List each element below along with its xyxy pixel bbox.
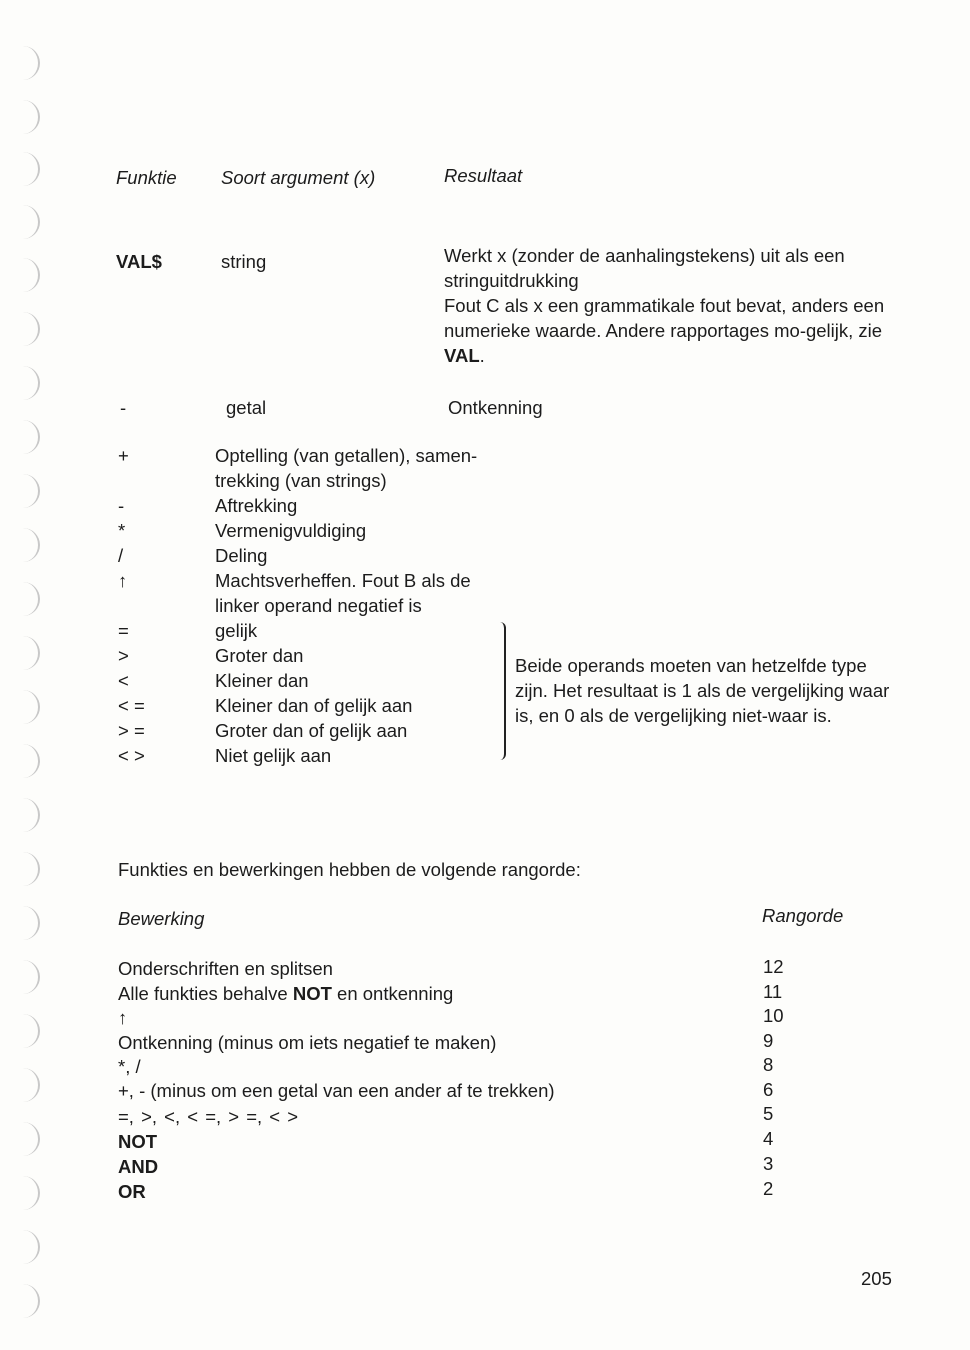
binder-hole <box>22 100 40 134</box>
operator-symbol: > = <box>118 720 145 741</box>
binder-hole <box>22 690 40 724</box>
binder-hole <box>22 1230 40 1264</box>
operator-description: Deling <box>215 545 268 566</box>
operator-description: Machtsverheffen. Fout B als de <box>215 570 471 591</box>
ranking-value: 6 <box>763 1079 774 1100</box>
header-funktie: Funktie <box>116 167 177 188</box>
ranking-value: 10 <box>763 1005 784 1026</box>
ranking-operation: +, - (minus om een getal van een ander af te trekken) <box>118 1080 555 1101</box>
operator-symbol: < > <box>118 745 145 766</box>
operator-symbol: - <box>118 495 125 516</box>
val-ref: VAL <box>444 345 480 366</box>
binder-hole <box>22 420 40 454</box>
comparison-brace <box>494 622 506 760</box>
comparison-note: Beide operands moeten van hetzelfde type zijn. Het resultaat is 1 als de vergelijking waar is, en 0 als de vergelijking niet-waar is. <box>515 655 890 726</box>
binder-hole <box>22 636 40 670</box>
val-desc-2-end: . <box>479 345 485 366</box>
op-minus-negation: - <box>120 397 127 418</box>
binder-hole <box>22 258 40 292</box>
binder-hole <box>22 798 40 832</box>
operator-description: Niet gelijk aan <box>215 745 332 766</box>
ranking-header-bewerking: Bewerking <box>118 908 205 929</box>
ranking-operation: AND <box>118 1156 159 1177</box>
binder-hole <box>22 528 40 562</box>
ranking-intro: Funkties en bewerkingen hebben de volgende rangorde: <box>118 859 581 880</box>
ranking-operation: ↑ <box>118 1007 128 1028</box>
ranking-operation: =, >, <, < =, > =, < > <box>118 1106 299 1127</box>
desc-ontkenning: Ontkenning <box>448 397 543 418</box>
operator-symbol: < = <box>118 695 145 716</box>
binder-hole <box>22 474 40 508</box>
val-desc-1: Werkt x (zonder de aanhalingstekens) uit als een stringuitdrukking <box>444 245 845 291</box>
binder-hole <box>22 205 40 239</box>
binder-hole <box>22 744 40 778</box>
argument-getal: getal <box>226 397 267 418</box>
binder-hole <box>22 582 40 616</box>
binder-hole <box>22 312 40 346</box>
binder-hole <box>22 1068 40 1102</box>
operator-description: trekking (van strings) <box>215 470 387 491</box>
binder-hole <box>22 906 40 940</box>
binder-hole <box>22 960 40 994</box>
funktie-val-string: VAL$ <box>116 251 162 272</box>
operator-description: Aftrekking <box>215 495 298 516</box>
binder-hole <box>22 152 40 186</box>
ranking-value: 4 <box>763 1128 774 1149</box>
binder-hole <box>22 46 40 80</box>
page-number: 205 <box>861 1268 892 1289</box>
binder-hole <box>22 1176 40 1210</box>
ranking-operation-text: Alle funkties behalve <box>118 983 293 1004</box>
binder-hole <box>22 852 40 886</box>
operator-description: Optelling (van getallen), samen- <box>215 445 478 466</box>
ranking-operation-not: NOT <box>292 983 332 1004</box>
operator-symbol: ↑ <box>118 570 128 591</box>
operator-symbol: + <box>118 445 129 466</box>
operator-description: Groter dan <box>215 645 304 666</box>
ranking-value: 9 <box>763 1030 774 1051</box>
operator-symbol: > <box>118 645 129 666</box>
ranking-value: 8 <box>763 1054 774 1075</box>
operator-symbol: = <box>118 620 129 641</box>
operator-description: linker operand negatief is <box>215 595 422 616</box>
header-resultaat: Resultaat <box>444 165 523 186</box>
ranking-header-rangorde: Rangorde <box>762 905 844 926</box>
operator-description: Kleiner dan <box>215 670 309 691</box>
ranking-value: 3 <box>763 1153 774 1174</box>
binder-hole <box>22 1122 40 1156</box>
binder-hole <box>22 366 40 400</box>
operator-description: Groter dan of gelijk aan <box>215 720 408 741</box>
operator-description: Vermenigvuldiging <box>215 520 367 541</box>
ranking-value: 11 <box>763 981 783 1002</box>
binder-hole <box>22 1014 40 1048</box>
ranking-value: 2 <box>763 1178 774 1199</box>
ranking-operation: NOT <box>118 1131 158 1152</box>
ranking-operation: Onderschriften en splitsen <box>118 958 333 979</box>
ranking-operation-text-end: en ontkenning <box>331 983 454 1004</box>
ranking-operation <box>118 983 453 1005</box>
ranking-operation: Ontkenning (minus om iets negatief te maken) <box>118 1032 497 1053</box>
ranking-operation: *, / <box>118 1056 141 1077</box>
operator-description: Kleiner dan of gelijk aan <box>215 695 413 716</box>
operator-symbol: < <box>118 670 129 691</box>
argument-string: string <box>221 251 267 272</box>
ranking-operation: OR <box>118 1181 146 1202</box>
ranking-value: 5 <box>763 1103 774 1124</box>
val-desc-2 <box>444 293 888 368</box>
operator-symbol: / <box>118 545 124 566</box>
operator-description: gelijk <box>215 620 258 641</box>
ranking-value: 12 <box>763 956 784 977</box>
operator-symbol: * <box>118 520 126 541</box>
binder-hole <box>22 1284 40 1318</box>
val-desc-2-text: Fout C als x een grammatikale fout bevat, anders een numerieke waarde. Andere rapportages mo-gelijk, zie <box>444 295 885 341</box>
header-soort-argument: Soort argument (x) <box>221 167 376 188</box>
